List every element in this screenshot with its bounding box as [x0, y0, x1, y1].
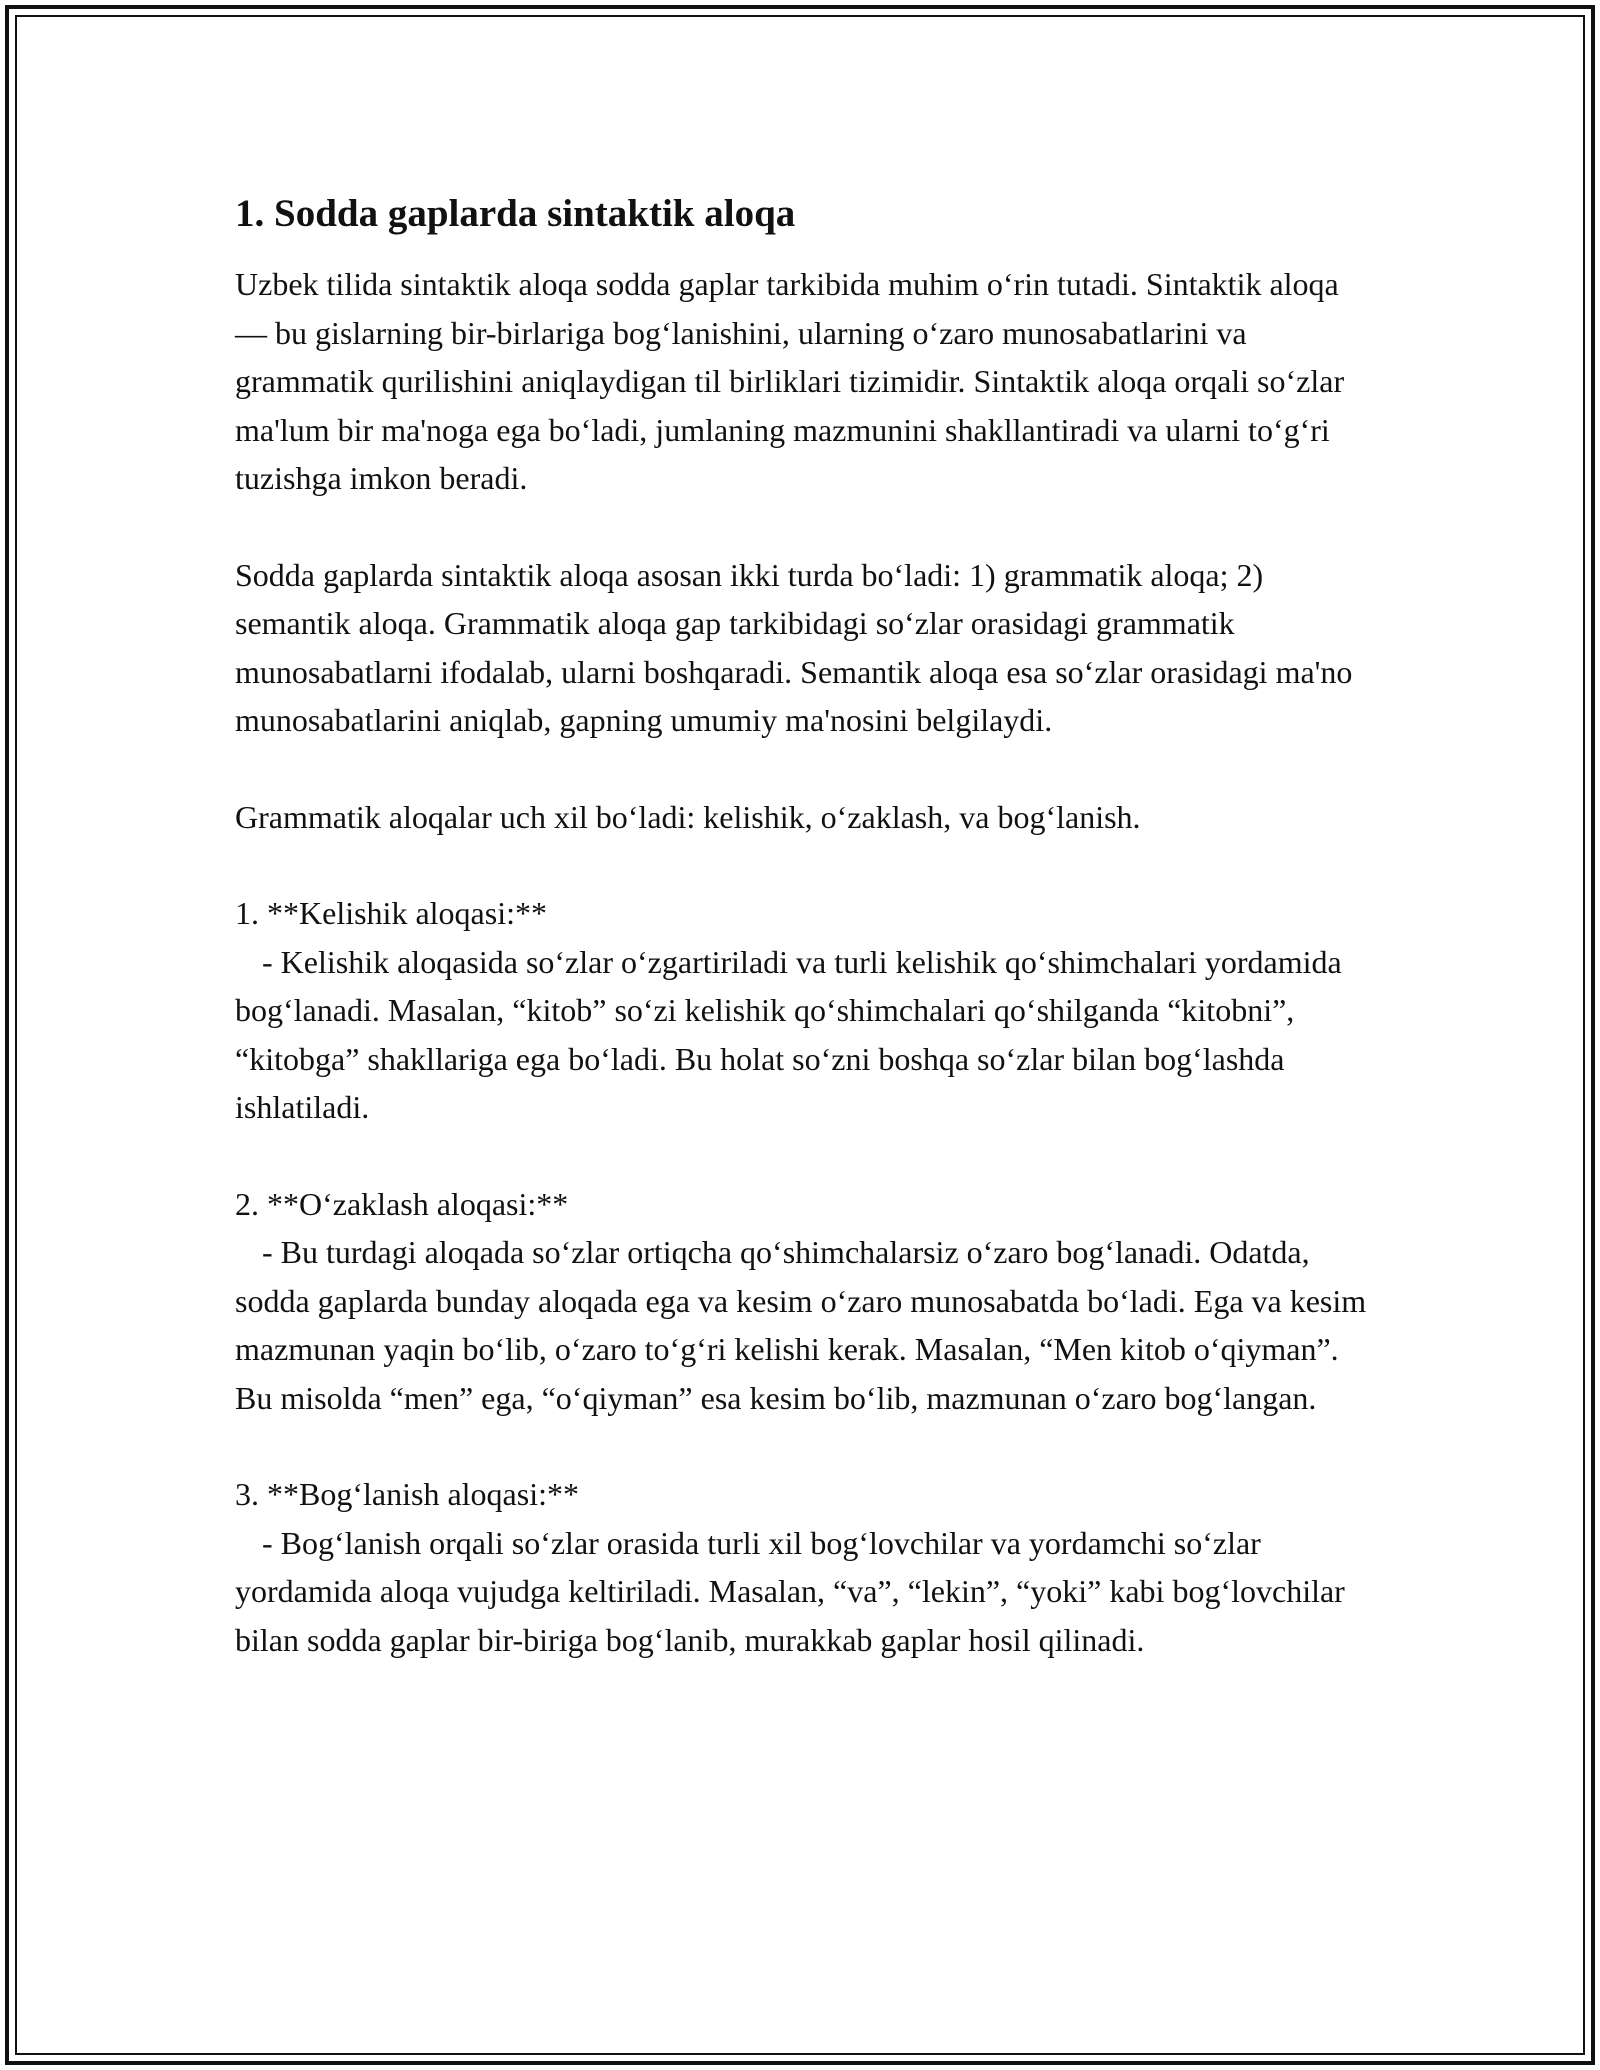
list-item-text: - Kelishik aloqasida soʻzlar oʻzgartiriladi va turli kelishik qoʻshimchalari yordamida bogʻlanadi. Masalan, “kitob” soʻzi kelishik qoʻshimchalari qoʻshilganda “kitobni”, “kitobga” shakllariga ega boʻladi. Bu holat soʻzni boshqa soʻzlar bilan bogʻlashda ishlatiladi. — [235, 943, 1342, 1125]
list-item-heading: 2. **Oʻzaklash aloqasi:** — [235, 1185, 569, 1222]
list-item-heading: 3. **Bogʻlanish aloqasi:** — [235, 1476, 579, 1512]
list-item-text: - Bu turdagi aloqada soʻzlar ortiqcha qoʻshimchalarsiz oʻzaro bogʻlanadi. Odatda, sodda gaplarda bunday aloqada ega va kesim oʻzaro munosabatda boʻladi. Ega va kesim mazmunan yaqin boʻlib, oʻzaro toʻgʻri kelishi kerak. Masalan, “Men kitob oʻqiyman”. Bu misolda “men” ega, “oʻqiyman” esa kesim boʻlib, mazmunan oʻzaro bogʻlangan. — [235, 1234, 1367, 1416]
list-item — [235, 1180, 1375, 1423]
paragraph-types: Sodda gaplarda sintaktik aloqa asosan ikki turda boʻladi: 1) grammatik aloqa; 2) semantik aloqa. Grammatik aloqa gap tarkibidagi soʻzlar orasidagi grammatik munosabatlarni ifodalab, ularni boshqaradi. Semantik aloqa esa soʻzlar orasidagi ma'no munosabatlarini aniqlab, gapning umumiy ma'nosini belgilaydi. — [235, 556, 1353, 738]
section-title: 1. Sodda gaplarda sintaktik aloqa — [235, 192, 796, 235]
list-item-heading: 1. **Kelishik aloqasi:** — [235, 895, 547, 931]
paragraph-intro: Uzbek tilida sintaktik aloqa sodda gaplar tarkibida muhim oʻrin tutadi. Sintaktik aloqa — bu gislarning bir-birlariga bogʻlanishini, ularning oʻzaro munosabatlarini va grammatik qurilishini aniqlaydigan til birliklari tizimidir. Sintaktik aloqa orqali soʻzlar ma'lum bir ma'noga ega boʻladi, jumlaning mazmunini shakllantiradi va ularni toʻgʻri tuzishga imkon beradi. — [235, 266, 1345, 496]
paragraph-grammatical: Grammatik aloqalar uch xil boʻladi: kelishik, oʻzaklash, va bogʻlanish. — [235, 798, 1141, 835]
list-item-text: - Bogʻlanish orqali soʻzlar orasida turli xil bogʻlovchilar va yordamchi soʻzlar yordamida aloqa vujudga keltiriladi. Masalan, “va”, “lekin”, “yoki” kabi bogʻlovchilar bilan sodda gaplar bir-biriga bogʻlanib, murakkab gaplar hosil qilinadi. — [235, 1524, 1345, 1658]
list-item — [235, 1470, 1375, 1664]
document-body — [235, 188, 1375, 1712]
list-item — [235, 889, 1375, 1132]
